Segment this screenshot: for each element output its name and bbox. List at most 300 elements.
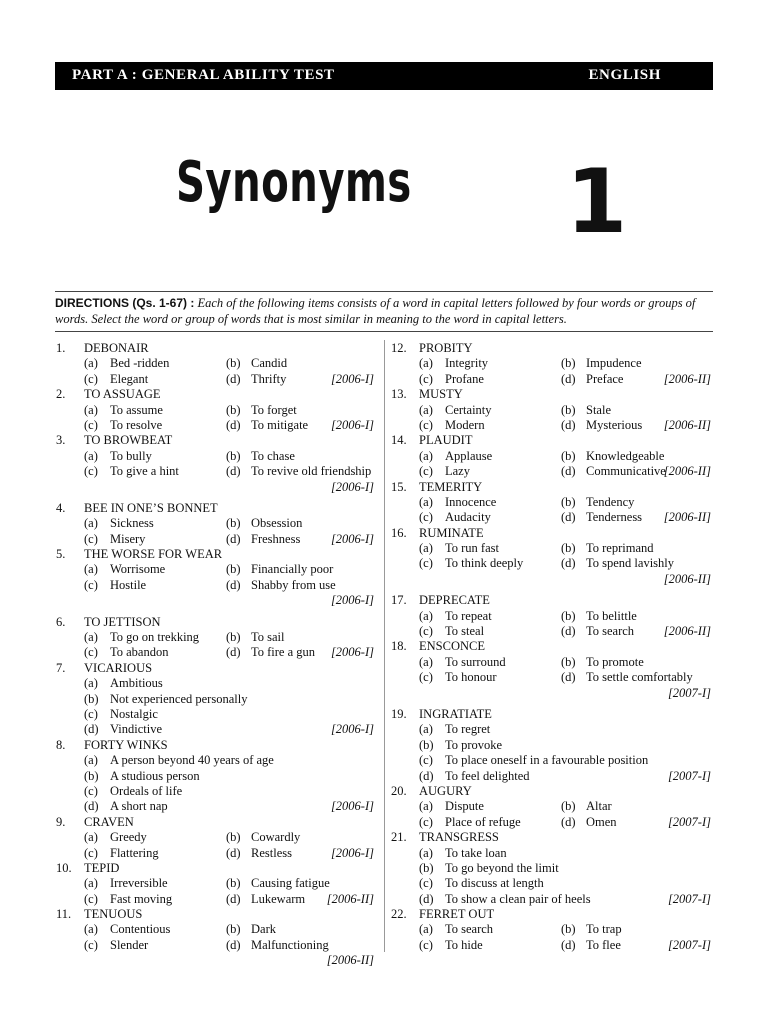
question-item — [56, 907, 376, 969]
option-tag: (a) — [84, 753, 98, 768]
exam-year-line — [56, 480, 376, 495]
question-item — [56, 341, 376, 387]
option-text: To fire a gun — [251, 645, 316, 660]
option-text: Place of refuge — [445, 814, 521, 829]
option-text: Restless — [251, 845, 292, 860]
option-tag: (d) — [561, 624, 576, 639]
exam-year: [2007-I] — [667, 814, 711, 829]
option-row — [391, 722, 713, 737]
question-number: 22. — [391, 907, 407, 922]
option-tag: (a) — [419, 448, 433, 463]
option-tag: (c) — [84, 845, 98, 860]
option-row — [56, 403, 376, 418]
option-text: To settle comfortably — [586, 670, 693, 685]
option-tag: (d) — [84, 722, 99, 737]
option-text: Bed -ridden — [110, 356, 170, 371]
question-number: 8. — [56, 737, 66, 752]
option-text: To run fast — [445, 541, 499, 556]
question-word: DEBONAIR — [84, 341, 149, 355]
option-row — [56, 799, 376, 814]
question-number: 3. — [56, 433, 66, 448]
option-tag: (c) — [84, 531, 98, 546]
question-header — [391, 907, 713, 922]
option-text: Shabby from use — [251, 577, 336, 592]
option-row — [56, 707, 376, 722]
option-text: Irreversible — [110, 876, 168, 891]
question-word: DEPRECATE — [419, 593, 490, 608]
option-row — [56, 938, 376, 953]
option-text: Dark — [251, 922, 276, 937]
option-text: To surround — [445, 654, 506, 669]
option-tag: (c) — [419, 624, 433, 639]
option-tag: (a) — [84, 630, 98, 645]
option-tag: (d) — [561, 464, 576, 479]
option-tag: (b) — [561, 608, 576, 623]
option-tag: (a) — [84, 676, 98, 691]
option-text: To bully — [110, 448, 152, 463]
question-item — [56, 615, 376, 661]
option-text: Elegant — [110, 371, 149, 386]
question-word: INGRATIATE — [419, 706, 492, 721]
question-header — [391, 480, 713, 495]
question-item — [56, 501, 376, 547]
option-text: Mysterious — [586, 417, 643, 432]
exam-year-line — [56, 953, 376, 968]
option-row — [56, 449, 376, 464]
exam-year: [2006-II] — [663, 510, 711, 525]
option-row — [56, 645, 376, 660]
option-tag: (c) — [84, 417, 98, 432]
option-text: To search — [445, 922, 494, 937]
option-text: To show a clean pair of heels — [445, 891, 591, 906]
option-text: To spend lavishly — [586, 556, 675, 571]
option-tag: (c) — [419, 417, 433, 432]
option-text: To reprimand — [586, 541, 654, 556]
option-tag: (a) — [419, 845, 433, 860]
option-tag: (d) — [561, 510, 576, 525]
question-header — [391, 707, 713, 722]
question-word: RUMINATE — [419, 525, 484, 540]
option-tag: (d) — [419, 768, 434, 783]
option-text: Tenderness — [586, 510, 643, 525]
option-tag: (b) — [561, 922, 576, 937]
question-number: 13. — [391, 387, 407, 402]
question-word: TRANSGRESS — [419, 830, 499, 845]
option-text: Knowledgeable — [586, 448, 665, 463]
option-row — [56, 516, 376, 531]
option-tag: (b) — [226, 448, 241, 463]
exam-year: [2006-II] — [326, 953, 374, 968]
question-header — [56, 907, 376, 922]
exam-year: [2006-I] — [330, 371, 374, 386]
option-text: To assume — [110, 402, 163, 417]
option-tag: (c) — [84, 645, 98, 660]
option-text: Innocence — [445, 494, 497, 509]
option-tag: (a) — [84, 562, 98, 577]
option-text: To abandon — [110, 645, 169, 660]
option-tag: (c) — [419, 814, 433, 829]
option-text: To flee — [586, 937, 621, 952]
option-tag: (b) — [226, 876, 241, 891]
directions-label: DIRECTIONS (Qs. 1-67) : — [55, 296, 195, 310]
option-tag: (b) — [561, 402, 576, 417]
question-number: 17. — [391, 593, 407, 608]
option-row — [56, 722, 376, 737]
option-tag: (c) — [84, 371, 98, 386]
option-tag: (a) — [419, 722, 433, 737]
option-tag: (c) — [419, 753, 433, 768]
option-text: Ordeals of life — [110, 783, 183, 798]
option-text: To feel delighted — [445, 768, 530, 783]
option-row — [56, 692, 376, 707]
option-text: Audacity — [445, 510, 491, 525]
option-tag: (c) — [419, 464, 433, 479]
option-row — [391, 892, 713, 907]
question-header — [56, 547, 376, 562]
option-row — [391, 753, 713, 768]
option-row — [56, 753, 376, 768]
option-tag: (b) — [84, 768, 99, 783]
question-number: 9. — [56, 814, 66, 829]
exam-year: [2006-I] — [330, 531, 374, 546]
option-row — [56, 830, 376, 845]
question-header — [391, 433, 713, 448]
option-row — [391, 670, 713, 685]
option-text: A studious person — [110, 768, 200, 783]
option-tag: (c) — [419, 876, 433, 891]
option-row — [56, 464, 376, 479]
option-tag: (b) — [561, 799, 576, 814]
option-tag: (d) — [84, 799, 99, 814]
exam-year: [2006-II] — [663, 464, 711, 479]
option-row — [391, 609, 713, 624]
option-tag: (a) — [419, 541, 433, 556]
option-tag: (d) — [226, 891, 241, 906]
question-word: THE WORSE FOR WEAR — [84, 547, 223, 562]
option-text: Dispute — [445, 799, 484, 814]
question-header — [56, 815, 376, 830]
question-item — [56, 433, 376, 501]
option-tag: (b) — [226, 516, 241, 531]
option-text: Financially poor — [251, 562, 334, 577]
option-text: A short nap — [110, 799, 168, 814]
option-tag: (d) — [561, 814, 576, 829]
exam-year: [2007-I] — [667, 891, 711, 906]
option-text: Communicative — [586, 464, 666, 479]
option-tag: (d) — [419, 891, 434, 906]
question-word: TO ASSUAGE — [84, 387, 161, 402]
question-item — [56, 861, 376, 907]
question-number: 15. — [391, 479, 407, 494]
option-tag: (c) — [419, 556, 433, 571]
option-text: Slender — [110, 937, 149, 952]
header-bar — [55, 62, 713, 90]
option-tag: (d) — [226, 845, 241, 860]
exam-year: [2007-I] — [667, 768, 711, 783]
option-tag: (a) — [419, 494, 433, 509]
exam-year-line — [391, 572, 713, 587]
question-item — [391, 784, 713, 830]
question-item — [391, 480, 713, 526]
option-text: To trap — [586, 922, 622, 937]
option-text: To go beyond the limit — [445, 860, 559, 875]
option-row — [56, 372, 376, 387]
question-item — [391, 526, 713, 594]
option-text: To belittle — [586, 608, 637, 623]
option-tag: (a) — [84, 876, 98, 891]
option-tag: (c) — [419, 670, 433, 685]
exam-year-line — [391, 686, 713, 701]
question-header — [56, 861, 376, 876]
question-number: 14. — [391, 433, 407, 448]
option-text: To repeat — [445, 608, 492, 623]
option-text: To revive old friendship — [251, 464, 372, 479]
option-tag: (d) — [561, 417, 576, 432]
exam-year: [2006-I] — [330, 417, 374, 432]
option-tag: (d) — [226, 417, 241, 432]
option-text: To give a hint — [110, 464, 179, 479]
option-tag: (d) — [226, 371, 241, 386]
option-tag: (b) — [561, 448, 576, 463]
option-row — [56, 892, 376, 907]
option-row — [56, 562, 376, 577]
option-text: To mitigate — [251, 417, 309, 432]
question-header — [56, 341, 376, 356]
option-row — [391, 938, 713, 953]
option-tag: (d) — [226, 577, 241, 592]
exam-year: [2006-I] — [330, 645, 374, 660]
question-item — [391, 707, 713, 784]
option-text: To honour — [445, 670, 497, 685]
question-word: TEMERITY — [419, 479, 483, 494]
divider-top — [55, 291, 713, 292]
question-number: 19. — [391, 706, 407, 721]
option-tag: (c) — [84, 891, 98, 906]
option-text: To hide — [445, 937, 483, 952]
exam-year: [2007-I] — [667, 937, 711, 952]
question-item — [391, 341, 713, 387]
option-row — [56, 676, 376, 691]
question-word: TENUOUS — [84, 907, 143, 922]
option-text: Lazy — [445, 464, 470, 479]
option-tag: (b) — [226, 402, 241, 417]
question-word: TO JETTISON — [84, 614, 161, 629]
option-text: A person beyond 40 years of age — [110, 753, 274, 768]
option-row — [391, 372, 713, 387]
option-tag: (b) — [561, 541, 576, 556]
option-text: Hostile — [110, 577, 147, 592]
question-item — [56, 661, 376, 738]
question-number: 11. — [56, 907, 72, 922]
question-number: 7. — [56, 660, 66, 675]
option-tag: (a) — [419, 356, 433, 371]
option-tag: (b) — [419, 737, 434, 752]
option-tag: (c) — [84, 577, 98, 592]
option-text: Integrity — [445, 356, 489, 371]
option-text: Vindictive — [110, 722, 163, 737]
question-column-left — [56, 341, 376, 969]
option-row — [391, 876, 713, 891]
option-tag: (d) — [226, 937, 241, 952]
option-tag: (d) — [561, 556, 576, 571]
option-tag: (a) — [84, 356, 98, 371]
option-row — [391, 799, 713, 814]
option-tag: (b) — [226, 830, 241, 845]
option-row — [391, 356, 713, 371]
option-tag: (c) — [419, 371, 433, 386]
option-text: Ambitious — [110, 676, 163, 691]
option-tag: (c) — [84, 937, 98, 952]
exam-year: [2006-I] — [330, 845, 374, 860]
chapter-title: Synonyms — [176, 150, 412, 215]
question-word: MUSTY — [419, 387, 463, 402]
option-row — [391, 418, 713, 433]
question-item — [391, 907, 713, 953]
question-number: 12. — [391, 341, 407, 355]
option-row — [391, 403, 713, 418]
option-text: To chase — [251, 448, 295, 463]
question-word: TEPID — [84, 860, 120, 875]
question-word: CRAVEN — [84, 814, 134, 829]
option-text: Profane — [445, 371, 484, 386]
option-text: Certainty — [445, 402, 492, 417]
option-text: To regret — [445, 722, 491, 737]
question-number: 1. — [56, 341, 66, 355]
question-item — [56, 738, 376, 815]
option-text: Malfunctioning — [251, 937, 329, 952]
option-row — [391, 541, 713, 556]
question-item — [56, 547, 376, 615]
divider-bottom — [55, 331, 713, 332]
question-number: 16. — [391, 525, 407, 540]
question-item — [56, 387, 376, 433]
option-text: Flattering — [110, 845, 159, 860]
option-text: Sickness — [110, 516, 154, 531]
question-item — [56, 815, 376, 861]
question-word: ENSCONCE — [419, 639, 485, 654]
option-tag: (a) — [419, 799, 433, 814]
option-tag: (b) — [561, 654, 576, 669]
option-row — [56, 846, 376, 861]
question-item — [391, 639, 713, 707]
exam-year: [2006-I] — [330, 479, 374, 494]
question-header — [391, 387, 713, 402]
question-header — [391, 830, 713, 845]
exam-year: [2006-II] — [326, 891, 374, 906]
option-tag: (a) — [419, 922, 433, 937]
option-text: Stale — [586, 402, 611, 417]
option-tag: (a) — [84, 402, 98, 417]
exam-year-line — [56, 593, 376, 608]
option-text: To resolve — [110, 417, 163, 432]
option-tag: (c) — [84, 464, 98, 479]
question-number: 21. — [391, 830, 407, 845]
option-text: To take loan — [445, 845, 507, 860]
question-word: FORTY WINKS — [84, 737, 168, 752]
option-text: Obsession — [251, 516, 303, 531]
option-row — [391, 815, 713, 830]
question-number: 10. — [56, 860, 72, 875]
option-text: Omen — [586, 814, 617, 829]
question-header — [391, 341, 713, 356]
option-row — [391, 846, 713, 861]
option-text: Freshness — [251, 531, 301, 546]
option-text: Fast moving — [110, 891, 173, 906]
exam-year: [2006-I] — [330, 722, 374, 737]
option-text: Applause — [445, 448, 493, 463]
option-tag: (a) — [84, 922, 98, 937]
option-tag: (a) — [84, 830, 98, 845]
option-tag: (c) — [419, 510, 433, 525]
option-text: Tendency — [586, 494, 635, 509]
option-row — [56, 418, 376, 433]
question-word: BEE IN ONE’S BONNET — [84, 500, 218, 515]
question-number: 18. — [391, 639, 407, 654]
question-number: 20. — [391, 783, 407, 798]
option-text: Altar — [586, 799, 612, 814]
question-number: 5. — [56, 547, 66, 562]
option-row — [56, 630, 376, 645]
option-tag: (b) — [226, 922, 241, 937]
question-header — [56, 615, 376, 630]
question-header — [56, 433, 376, 448]
option-row — [391, 769, 713, 784]
option-row — [56, 784, 376, 799]
exam-year: [2006-I] — [330, 593, 374, 608]
option-row — [56, 578, 376, 593]
option-row — [391, 464, 713, 479]
question-word: PLAUDIT — [419, 433, 473, 448]
directions-text: Each of the following items consists of a word in capital letters followed by four words or groups of words. Select the word or group of words that is most similar in meaning to the word in capital letters. — [55, 296, 696, 326]
option-text: To provoke — [445, 737, 503, 752]
question-header — [391, 526, 713, 541]
option-row — [56, 769, 376, 784]
part-title: PART A : GENERAL ABILITY TEST — [72, 67, 335, 83]
directions — [55, 295, 715, 327]
exam-year: [2006-II] — [663, 624, 711, 639]
option-tag: (c) — [84, 783, 98, 798]
option-text: Cowardly — [251, 830, 301, 845]
option-text: To forget — [251, 402, 297, 417]
exam-year: [2006-I] — [330, 799, 374, 814]
option-tag: (d) — [226, 645, 241, 660]
option-tag: (b) — [226, 562, 241, 577]
option-row — [56, 356, 376, 371]
option-row — [56, 922, 376, 937]
question-item — [391, 387, 713, 433]
option-text: Thrifty — [251, 371, 287, 386]
question-word: VICARIOUS — [84, 660, 153, 675]
exam-year: [2006-II] — [663, 571, 711, 586]
question-header — [391, 639, 713, 654]
option-tag: (a) — [419, 402, 433, 417]
option-tag: (b) — [419, 860, 434, 875]
option-tag: (c) — [419, 937, 433, 952]
subject-title: ENGLISH — [588, 67, 661, 83]
option-row — [56, 876, 376, 891]
option-text: Nostalgic — [110, 706, 158, 721]
option-tag: (b) — [561, 494, 576, 509]
question-header — [56, 738, 376, 753]
chapter-number: 1 — [566, 150, 628, 253]
option-row — [391, 624, 713, 639]
option-row — [391, 655, 713, 670]
option-text: Lukewarm — [251, 891, 306, 906]
option-tag: (c) — [84, 706, 98, 721]
option-tag: (a) — [419, 654, 433, 669]
option-text: To promote — [586, 654, 644, 669]
exam-year: [2006-II] — [663, 417, 711, 432]
